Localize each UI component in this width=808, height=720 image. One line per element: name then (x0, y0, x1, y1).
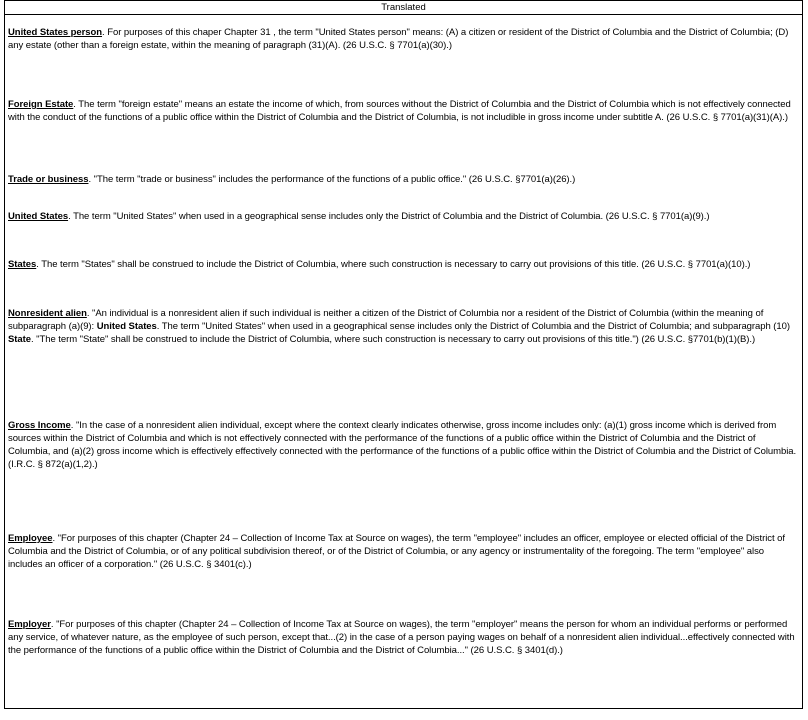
definition-text: . "An individual is a nonresident alien if such individual is neither a citizen of the District of Columbia nor a resident of the District of Columbia (within the meaning of subparagraph (a)(9): (8, 308, 764, 332)
definition-text: . "For purposes of this chapter (Chapter 24 – Collection of Income Tax at Source on wages), the term "employee" includes an officer, employee or elected official of the District of Columbia and the District of Columbia, or of any political subdivision thereof, or of the District of Columbia, or any agency or instrumentality of the foregoing. The term "employee" also includes an officer of a corporation." (26 U.S.C. § 3401(c).) (8, 533, 785, 570)
inline-term: United States (96, 321, 157, 332)
definition-text: . "In the case of a nonresident alien individual, except where the context clearly indicates otherwise, gross income includes only: (a)(1) gross income which is derived from sources within the District of Columbia and which is not effectively connected with the performance of the functions of a public office within the District of Columbia and the District of Columbia, and (a)(2) gross income which is effectively effectively connected with the performance of the functions of a public office within the District of Columbia and the District of Columbia. (I.R.C. § 872(a)(1,2).) (8, 420, 797, 470)
definition-text: . "The term "trade or business" includes the performance of the functions of a public office." (26 U.S.C. §7701(a)(26).) (88, 174, 576, 185)
definition-term: States (8, 259, 37, 270)
definition-term: Employer (8, 619, 51, 630)
definition-text: . The term "foreign estate" means an estate the income of which, from sources without the District of Columbia and the District of Columbia which is not effectively connected with the conduct of the functions of a public office within the District of Columbia and the District of Columbia, is not includible in gross income under subtitle A. (26 U.S.C. § 7701(a)(31)(A).) (8, 99, 791, 123)
definition-term: Foreign Estate (8, 99, 74, 110)
definition-united-states-person (8, 26, 798, 52)
definition-text: . "The term "State" shall be construed to include the District of Columbia, where such construction is necessary to carry out provisions of this title.") (26 U.S.C. §7701(b)(1)(B).) (30, 334, 756, 345)
document-frame (4, 0, 803, 709)
definition-term: Employee (8, 533, 53, 544)
definition-employee (8, 532, 798, 571)
definition-text: . "For purposes of this chapter (Chapter 24 – Collection of Income Tax at Source on wages), the term "employer" means the person for whom an individual performs or performed any service, of whatever nature, as the employee of such person, except that...(2) in the case of a person paying wages on behalf of a nonresident alien individual...effectively connected with the performance of the functions of a public office within the District of Columbia and the District of Columbia..." (26 U.S.C. § 3401(d).) (8, 619, 795, 656)
definition-nonresident-alien (8, 307, 798, 346)
inline-term: State (8, 334, 31, 345)
definition-gross-income (8, 419, 798, 471)
definition-united-states (8, 210, 798, 223)
definition-states (8, 258, 798, 271)
definition-text: . The term "States" shall be construed to include the District of Columbia, where such construction is necessary to carry out provisions of this title. (26 U.S.C. § 7701(a)(10).) (36, 259, 751, 270)
page-title: Translated (5, 1, 802, 15)
definition-trade-or-business (8, 173, 798, 186)
definition-term: United States person (8, 27, 103, 38)
definition-text: . The term "United States" when used in a geographical sense includes only the District of Columbia and the District of Columbia. (26 U.S.C. § 7701(a)(9).) (68, 211, 710, 222)
definition-term: Trade or business (8, 174, 89, 185)
definition-foreign-estate (8, 98, 798, 124)
definition-text: . For purposes of this chaper Chapter 31 , the term "United States person" means: (A) a citizen or resident of the District of Columbia and the District of Columbia; (D) any estate (other than a foreign estate, within the meaning of paragraph (31)(A). (26 U.S.C. § 7701(a)(30).) (8, 27, 789, 51)
definition-employer (8, 618, 798, 657)
definition-term: Nonresident alien (8, 308, 87, 319)
definition-text: . The term "United States" when used in a geographical sense includes only the District of Columbia and the District of Columbia; and subparagraph (10) (156, 321, 791, 332)
definition-term: Gross Income (8, 420, 71, 431)
definition-term: United States (8, 211, 69, 222)
